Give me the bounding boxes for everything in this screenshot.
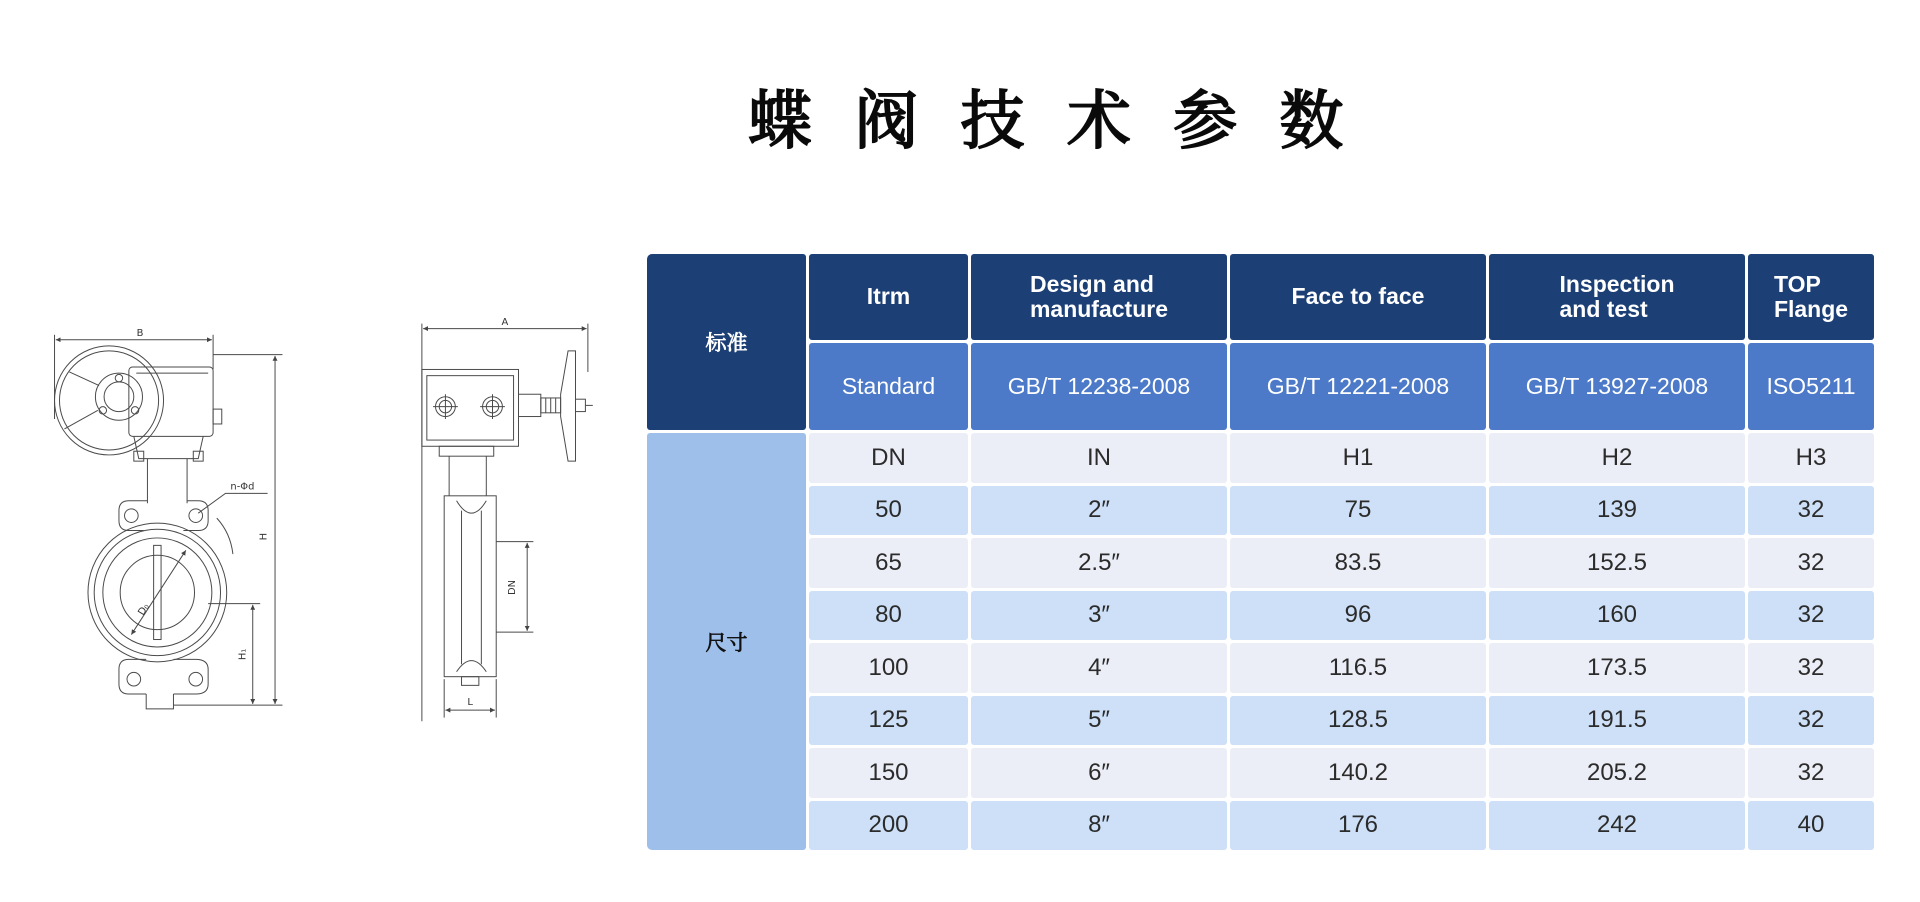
valve-disc <box>120 555 194 629</box>
standard-cell: GB/T 13927-2008 <box>1489 343 1745 430</box>
table-cell: 8″ <box>971 801 1227 851</box>
standard-group-label: 标准 <box>647 254 806 430</box>
table-cell: 32 <box>1748 486 1874 536</box>
table-cell: 191.5 <box>1489 696 1745 746</box>
table-cell: 96 <box>1230 591 1486 641</box>
table-cell: 176 <box>1230 801 1486 851</box>
header-cell-face-to-face <box>1230 254 1486 340</box>
table-cell: 128.5 <box>1230 696 1486 746</box>
table-cell: 32 <box>1748 748 1874 798</box>
dimension-h-label: H <box>258 532 270 541</box>
bolt-hole <box>125 509 139 523</box>
gearbox <box>129 367 222 461</box>
table-cell: 3″ <box>971 591 1227 641</box>
table-cell: 150 <box>809 748 968 798</box>
dimension-h1-label: H₁ <box>237 648 249 661</box>
column-header-dn: DN <box>809 433 968 483</box>
table-cell: 160 <box>1489 591 1745 641</box>
table-cell: 173.5 <box>1489 643 1745 693</box>
bolt-hole <box>189 509 203 523</box>
header-label: TOP <box>1773 270 1821 297</box>
table-cell: 116.5 <box>1230 643 1486 693</box>
handwheel <box>519 351 593 461</box>
dimension-dn-label: DN <box>506 579 518 596</box>
standard-cell: ISO5211 <box>1748 343 1874 430</box>
side-view-drawing <box>403 310 608 725</box>
dimension-l-label: L <box>467 697 473 709</box>
column-header-h2: H2 <box>1489 433 1745 483</box>
bolt-hole-label: n-Φd <box>230 481 255 493</box>
bolt-hole <box>127 672 141 686</box>
column-header-h3: H3 <box>1748 433 1874 483</box>
table-cell: 32 <box>1748 643 1874 693</box>
table-cell: 65 <box>809 538 968 588</box>
standard-cell: Standard <box>809 343 968 430</box>
table-cell: 32 <box>1748 696 1874 746</box>
table-cell: 2″ <box>971 486 1227 536</box>
table-cell: 6″ <box>971 748 1227 798</box>
spec-table <box>647 254 1874 850</box>
table-cell: 140.2 <box>1230 748 1486 798</box>
table-cell: 200 <box>809 801 968 851</box>
handwheel <box>55 346 164 455</box>
header-label: Itrm <box>866 283 911 310</box>
valve-body <box>88 523 227 662</box>
header-label: and test <box>1559 296 1648 322</box>
header-cell-itrm <box>809 254 968 340</box>
standard-cell: GB/T 12238-2008 <box>971 343 1227 430</box>
column-header-h1: H1 <box>1230 433 1486 483</box>
dimension-a-label: A <box>501 316 509 328</box>
front-view-drawing <box>37 310 300 725</box>
table-cell: 2.5″ <box>971 538 1227 588</box>
standard-cell: GB/T 12221-2008 <box>1230 343 1486 430</box>
table-cell: 32 <box>1748 538 1874 588</box>
header-label: Inspection <box>1559 270 1675 297</box>
header-label: Flange <box>1773 296 1849 322</box>
page-title: 蝶 阀 技 术 参 数 <box>748 85 1354 159</box>
table-cell: 50 <box>809 486 968 536</box>
table-cell: 5″ <box>971 696 1227 746</box>
table-cell: 125 <box>809 696 968 746</box>
table-cell: 152.5 <box>1489 538 1745 588</box>
dimension-d0-label: D₀ <box>136 601 152 618</box>
header-label: manufacture <box>1029 296 1169 322</box>
table-cell: 139 <box>1489 486 1745 536</box>
table-cell: 40 <box>1748 801 1874 851</box>
header-cell-design <box>971 254 1227 340</box>
header-cell-inspection <box>1489 254 1745 340</box>
table-cell: 75 <box>1230 486 1486 536</box>
table-cell: 83.5 <box>1230 538 1486 588</box>
table-cell: 205.2 <box>1489 748 1745 798</box>
table-cell: 100 <box>809 643 968 693</box>
gearbox <box>422 369 519 446</box>
table-cell: 4″ <box>971 643 1227 693</box>
table-cell: 80 <box>809 591 968 641</box>
column-header-in: IN <box>971 433 1227 483</box>
dimension-b-label: B <box>136 328 144 340</box>
header-label: Face to face <box>1291 283 1425 310</box>
valve-body <box>444 496 496 686</box>
size-group-label: 尺寸 <box>647 433 806 850</box>
header-label: Design and <box>1029 270 1154 297</box>
bolt-hole <box>189 672 203 686</box>
table-cell: 32 <box>1748 591 1874 641</box>
table-cell: 242 <box>1489 801 1745 851</box>
header-cell-top-flange <box>1748 254 1874 340</box>
